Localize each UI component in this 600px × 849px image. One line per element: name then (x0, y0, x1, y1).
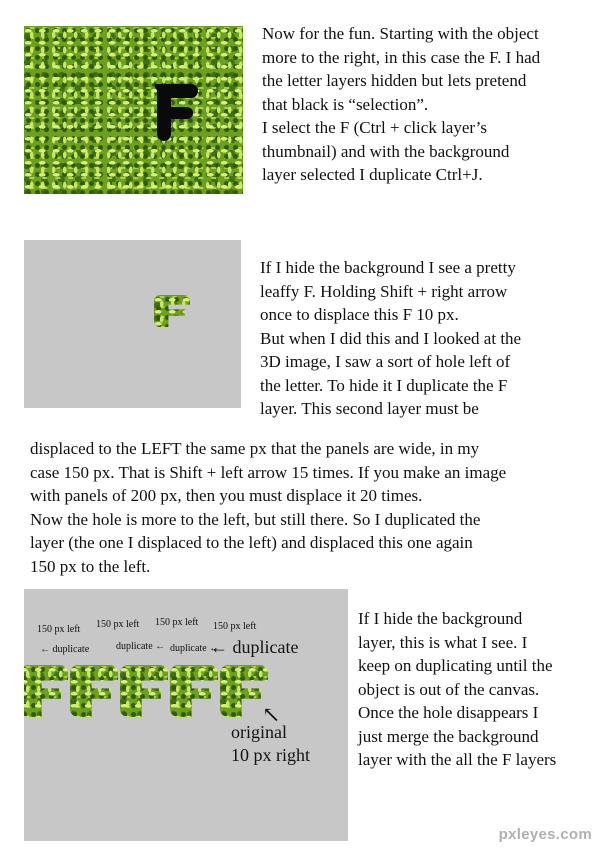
leafy-f-row (24, 665, 284, 721)
leafy-f (70, 665, 118, 717)
text-line: with panels of 200 px, then you must displace it 20 times. (30, 486, 423, 505)
leafy-f (120, 665, 168, 717)
arrow-icon: ↖ (262, 702, 281, 727)
text-line: I select the F (Ctrl + click layer’s (262, 118, 488, 137)
text-line: leaffy F. Holding Shift + right arrow (260, 281, 508, 301)
offset-label: 150 px left (213, 621, 257, 632)
text-line: layer, this is what I see. I (358, 632, 528, 652)
text-line: displaced to the LEFT the same px that the panels are wide, in my (30, 439, 480, 458)
text-line: just merge the background (358, 726, 539, 746)
text-line: layer with the all the F layers (358, 750, 557, 769)
text-line: the letter. To hide it I duplicate the F (260, 375, 508, 395)
original-label: original (231, 722, 287, 742)
black-f-selection (24, 26, 243, 194)
text-line: thumbnail) and with the background (262, 141, 510, 161)
text-line: But when I did this and I looked at the (260, 328, 522, 348)
right-offset-label: 10 px right (231, 745, 310, 765)
duplicate-label: ← duplicate (40, 644, 90, 655)
text-line: layer selected I duplicate Ctrl+J. (262, 165, 483, 184)
offset-label: 150 px left (96, 619, 140, 630)
text-line: the letter layers hidden but lets pretend (262, 71, 527, 90)
text-line: Now for the fun. Starting with the object (262, 24, 539, 43)
text-line: Now the hole is more to the left, but still there. So I duplicated the (30, 509, 481, 529)
text-line: 3D image, I saw a sort of hole left of (260, 352, 511, 371)
text-line: more to the right, in this case the F. I had (262, 47, 541, 67)
text-line: case 150 px. That is Shift + left arrow 15 times. If you make an image (30, 462, 507, 482)
leafy-f (154, 295, 190, 327)
section4-text (358, 607, 598, 772)
figure-leaf-texture-black-f (24, 26, 243, 194)
figure-duplicated-fs (24, 589, 348, 841)
text-line: that black is “selection”. (262, 94, 429, 114)
section1-text (262, 22, 597, 187)
text-line: layer (the one I displaced to the left) and displaced this one again (30, 533, 473, 552)
text-line: 150 px to the left. (30, 556, 151, 576)
duplicate-label: ← duplicate (210, 637, 299, 657)
leafy-f (24, 665, 68, 717)
section3-text (30, 437, 595, 578)
text-line: layer. This second layer must be (260, 399, 479, 418)
text-line: If I hide the background I see a pretty (260, 258, 516, 277)
duplicate-label: duplicate ← (170, 643, 220, 654)
leafy-f-original (220, 665, 268, 717)
leafy-f (170, 665, 218, 717)
text-line: keep on duplicating until the (358, 656, 553, 675)
text-line: once to displace this F 10 px. (260, 305, 459, 324)
text-line: Once the hole disappears I (358, 703, 539, 722)
watermark: pxleyes.com (498, 826, 592, 843)
offset-label: 150 px left (37, 624, 81, 635)
text-line: object is out of the canvas. (358, 679, 540, 699)
offset-label: 150 px left (155, 617, 199, 628)
duplicate-label: duplicate ← (116, 641, 166, 652)
figure-gray-canvas-leafy-f (24, 240, 241, 408)
text-line: If I hide the background (358, 609, 523, 628)
section2-text (260, 256, 595, 421)
